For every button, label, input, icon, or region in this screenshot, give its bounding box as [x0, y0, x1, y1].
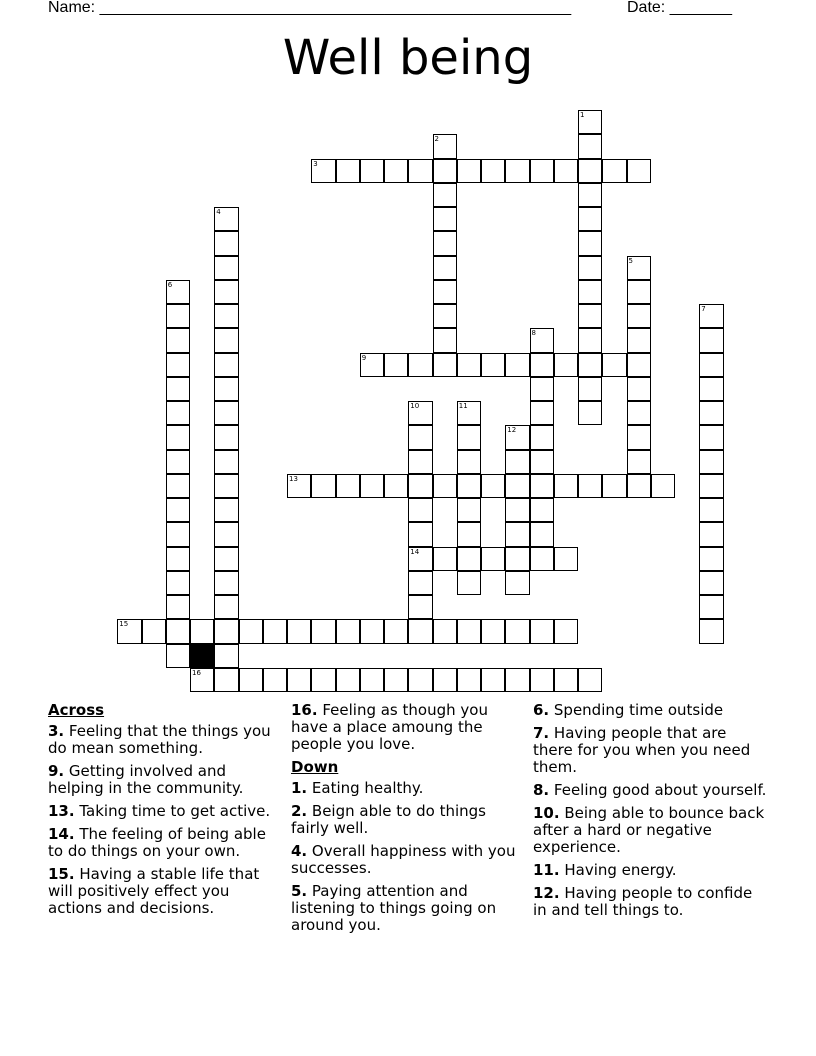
- grid-cell[interactable]: [166, 450, 190, 474]
- grid-cell[interactable]: [578, 207, 602, 231]
- grid-cell[interactable]: [578, 256, 602, 280]
- clue-number-12: 12: [507, 426, 517, 435]
- grid-cell[interactable]: [311, 668, 335, 692]
- grid-cell[interactable]: [699, 547, 723, 571]
- grid-cell[interactable]: [214, 401, 238, 425]
- clue-number-14: 14: [410, 547, 420, 556]
- grid-cell[interactable]: [214, 668, 238, 692]
- grid-cell[interactable]: [602, 159, 626, 183]
- grid-cell[interactable]: [627, 377, 651, 401]
- grid-cell[interactable]: [214, 231, 238, 255]
- grid-cell[interactable]: [505, 353, 529, 377]
- grid-cell[interactable]: [166, 353, 190, 377]
- clue-down-7: 7. Having people that are there for you when you need them.: [533, 724, 751, 776]
- clue-number-4: 4: [216, 208, 221, 216]
- grid-cell[interactable]: [530, 668, 554, 692]
- grid-cell[interactable]: [627, 425, 651, 449]
- clues-column-2: [291, 702, 526, 940]
- grid-cell[interactable]: [433, 207, 457, 231]
- grid-cell[interactable]: [554, 547, 578, 571]
- grid-cell[interactable]: [214, 425, 238, 449]
- clue-down-12: 12. Having people to confide in and tell things to.: [533, 884, 753, 919]
- clues-column-1: [48, 702, 283, 923]
- clue-down-2: 2. Beign able to do things fairly well.: [291, 802, 486, 837]
- grid-cell[interactable]: [433, 547, 457, 571]
- grid-cell[interactable]: [166, 571, 190, 595]
- grid-cell[interactable]: [214, 328, 238, 352]
- grid-cell[interactable]: [578, 328, 602, 352]
- grid-cell[interactable]: [578, 231, 602, 255]
- grid-cell[interactable]: [457, 619, 481, 643]
- grid-cell[interactable]: [457, 498, 481, 522]
- grid-cell[interactable]: [481, 547, 505, 571]
- grid-cell[interactable]: [239, 619, 263, 643]
- grid-cell[interactable]: [627, 328, 651, 352]
- grid-cell[interactable]: [627, 353, 651, 377]
- grid-cell[interactable]: [433, 668, 457, 692]
- grid-cell[interactable]: [408, 522, 432, 546]
- grid-cell[interactable]: [214, 498, 238, 522]
- grid-cell[interactable]: [457, 474, 481, 498]
- grid-cell[interactable]: [578, 377, 602, 401]
- grid-cell[interactable]: [408, 159, 432, 183]
- grid-cell[interactable]: [505, 668, 529, 692]
- grid-cell[interactable]: [457, 571, 481, 595]
- grid-cell[interactable]: [627, 280, 651, 304]
- grid-cell[interactable]: [214, 522, 238, 546]
- grid-cell[interactable]: [433, 353, 457, 377]
- clue-down-1: 1. Eating healthy.: [291, 779, 424, 797]
- grid-cell[interactable]: [433, 231, 457, 255]
- grid-cell[interactable]: [699, 595, 723, 619]
- grid-cell[interactable]: [408, 425, 432, 449]
- grid-cell[interactable]: [505, 450, 529, 474]
- grid-cell[interactable]: [530, 159, 554, 183]
- clue-down-11: 11. Having energy.: [533, 861, 677, 879]
- clue-number-3: 3: [313, 159, 318, 168]
- grid-cell[interactable]: [166, 425, 190, 449]
- grid-cell[interactable]: [166, 498, 190, 522]
- down-heading: Down: [291, 758, 339, 776]
- grid-cell[interactable]: [578, 353, 602, 377]
- grid-cell[interactable]: [214, 644, 238, 668]
- grid-cell[interactable]: [457, 522, 481, 546]
- grid-cell[interactable]: [554, 353, 578, 377]
- grid-cell[interactable]: [457, 159, 481, 183]
- name-label: Name:: [48, 0, 96, 16]
- grid-cell[interactable]: [166, 377, 190, 401]
- grid-cell[interactable]: [408, 595, 432, 619]
- grid-cell[interactable]: [214, 595, 238, 619]
- grid-cell[interactable]: [360, 668, 384, 692]
- grid-cell[interactable]: [311, 474, 335, 498]
- clue-number-16: 16: [192, 668, 201, 677]
- name-line[interactable]: _____________________________________________________: [99, 0, 572, 16]
- blocked-cell: [190, 644, 214, 668]
- grid-cell[interactable]: [699, 619, 723, 643]
- grid-cell[interactable]: [384, 668, 408, 692]
- grid-cell[interactable]: [214, 304, 238, 328]
- grid-cell[interactable]: [384, 159, 408, 183]
- grid-cell[interactable]: [530, 498, 554, 522]
- clue-down-4: 4. Overall happiness with you successes.: [291, 842, 516, 877]
- clue-down-6: 6. Spending time outside: [533, 701, 724, 719]
- grid-cell[interactable]: [699, 474, 723, 498]
- grid-cell[interactable]: [554, 159, 578, 183]
- grid-cell[interactable]: [627, 450, 651, 474]
- grid-cell[interactable]: [505, 498, 529, 522]
- grid-cell[interactable]: [530, 353, 554, 377]
- grid-cell[interactable]: [336, 668, 360, 692]
- grid-cell[interactable]: [408, 474, 432, 498]
- grid-cell[interactable]: [505, 619, 529, 643]
- grid-cell[interactable]: [578, 668, 602, 692]
- grid-cell[interactable]: [408, 668, 432, 692]
- clue-number-11: 11: [458, 402, 468, 410]
- grid-cell[interactable]: [554, 474, 578, 498]
- grid-cell[interactable]: [699, 353, 723, 377]
- grid-cell[interactable]: [699, 498, 723, 522]
- grid-cell[interactable]: [481, 159, 505, 183]
- grid-cell[interactable]: [433, 619, 457, 643]
- grid-cell[interactable]: [214, 377, 238, 401]
- clue-across-15: 15. Having a stable life that will positively effect you actions and decisions.: [48, 865, 260, 917]
- grid-cell[interactable]: [166, 401, 190, 425]
- grid-cell[interactable]: [166, 328, 190, 352]
- grid-cell[interactable]: [505, 522, 529, 546]
- grid-cell[interactable]: [457, 425, 481, 449]
- grid-cell[interactable]: [311, 619, 335, 643]
- grid-cell[interactable]: [384, 619, 408, 643]
- grid-cell[interactable]: [214, 450, 238, 474]
- grid-cell[interactable]: [578, 304, 602, 328]
- grid-cell[interactable]: [481, 619, 505, 643]
- grid-cell[interactable]: [530, 522, 554, 546]
- grid-cell[interactable]: [530, 425, 554, 449]
- grid-cell[interactable]: [457, 450, 481, 474]
- clue-number-2: 2: [434, 135, 439, 144]
- grid-cell[interactable]: [578, 280, 602, 304]
- date-line[interactable]: _______: [669, 0, 732, 16]
- clue-across-14: 14. The feeling of being able to do things on your own.: [48, 825, 266, 860]
- grid-cell[interactable]: [699, 377, 723, 401]
- grid-cell[interactable]: [433, 280, 457, 304]
- puzzle-title: Well being: [282, 30, 534, 86]
- grid-cell[interactable]: [699, 425, 723, 449]
- grid-cell[interactable]: [408, 571, 432, 595]
- grid-cell[interactable]: [627, 304, 651, 328]
- grid-cell[interactable]: [433, 328, 457, 352]
- grid-cell[interactable]: [214, 547, 238, 571]
- grid-cell[interactable]: [287, 668, 311, 692]
- grid-cell[interactable]: [602, 474, 626, 498]
- grid-cell[interactable]: [190, 619, 214, 643]
- grid-cell[interactable]: [627, 159, 651, 183]
- grid-cell[interactable]: [481, 353, 505, 377]
- grid-cell[interactable]: [699, 401, 723, 425]
- grid-cell[interactable]: [651, 474, 675, 498]
- clue-across-16: 16. Feeling as though you have a place amoung the people you love.: [291, 701, 488, 753]
- grid-cell[interactable]: [505, 474, 529, 498]
- grid-cell[interactable]: [142, 619, 166, 643]
- grid-cell[interactable]: [214, 280, 238, 304]
- grid-cell[interactable]: [433, 183, 457, 207]
- grid-cell[interactable]: [530, 450, 554, 474]
- clue-across-3: 3. Feeling that the things you do mean something.: [48, 722, 271, 757]
- clue-number-7: 7: [701, 305, 706, 313]
- grid-cell[interactable]: [505, 547, 529, 571]
- grid-cell[interactable]: [336, 159, 360, 183]
- grid-cell[interactable]: [287, 619, 311, 643]
- grid-cell[interactable]: [360, 474, 384, 498]
- grid-cell[interactable]: [408, 498, 432, 522]
- grid-cell[interactable]: [166, 595, 190, 619]
- grid-cell[interactable]: [214, 571, 238, 595]
- grid-cell[interactable]: [578, 159, 602, 183]
- clue-number-6: 6: [167, 280, 173, 289]
- grid-cell[interactable]: [166, 304, 190, 328]
- grid-cell[interactable]: [699, 328, 723, 352]
- clue-number-13: 13: [289, 474, 298, 483]
- clue-number-10: 10: [410, 402, 420, 410]
- grid-cell[interactable]: [433, 159, 457, 183]
- grid-cell[interactable]: [360, 159, 384, 183]
- grid-cell[interactable]: [578, 474, 602, 498]
- across-heading: Across: [48, 701, 105, 719]
- grid-cell[interactable]: [578, 183, 602, 207]
- grid-cell[interactable]: [336, 474, 360, 498]
- grid-cell[interactable]: [166, 619, 190, 643]
- clue-down-10: 10. Being able to bounce back after a hard or negative experience.: [533, 804, 765, 856]
- clue-number-1: 1: [580, 111, 585, 119]
- grid-cell[interactable]: [214, 474, 238, 498]
- grid-cell[interactable]: [408, 450, 432, 474]
- clues-column-3: [533, 702, 768, 925]
- grid-cell[interactable]: [384, 353, 408, 377]
- clue-down-8: 8. Feeling good about yourself.: [533, 781, 767, 799]
- grid-cell[interactable]: [530, 547, 554, 571]
- grid-cell[interactable]: [166, 522, 190, 546]
- grid-cell[interactable]: [166, 474, 190, 498]
- grid-cell[interactable]: [384, 474, 408, 498]
- clue-number-5: 5: [628, 256, 633, 265]
- grid-cell[interactable]: [336, 619, 360, 643]
- grid-cell[interactable]: [263, 619, 287, 643]
- clue-number-9: 9: [361, 353, 367, 362]
- grid-cell[interactable]: [530, 401, 554, 425]
- grid-cell[interactable]: [530, 619, 554, 643]
- grid-cell[interactable]: [166, 547, 190, 571]
- grid-cell[interactable]: [554, 668, 578, 692]
- grid-cell[interactable]: [602, 353, 626, 377]
- grid-cell[interactable]: [578, 134, 602, 158]
- grid-cell[interactable]: [263, 668, 287, 692]
- grid-cell[interactable]: [699, 571, 723, 595]
- date-label: Date:: [627, 0, 666, 16]
- grid-cell[interactable]: [433, 474, 457, 498]
- grid-cell[interactable]: [360, 619, 384, 643]
- clue-down-5: 5. Paying attention and listening to things going on around you.: [291, 882, 497, 934]
- grid-cell[interactable]: [433, 304, 457, 328]
- grid-cell[interactable]: [239, 668, 263, 692]
- grid-cell[interactable]: [408, 619, 432, 643]
- grid-cell[interactable]: [457, 668, 481, 692]
- grid-cell[interactable]: [433, 256, 457, 280]
- grid-cell[interactable]: [578, 401, 602, 425]
- grid-cell[interactable]: [530, 474, 554, 498]
- grid-cell[interactable]: [505, 159, 529, 183]
- grid-cell[interactable]: [481, 474, 505, 498]
- grid-cell[interactable]: [166, 644, 190, 668]
- grid-cell[interactable]: [457, 547, 481, 571]
- grid-cell[interactable]: [214, 619, 238, 643]
- grid-cell[interactable]: [627, 474, 651, 498]
- grid-cell[interactable]: [481, 668, 505, 692]
- grid-cell[interactable]: [505, 571, 529, 595]
- clue-number-15: 15: [119, 620, 129, 629]
- clue-across-13: 13. Taking time to get active.: [48, 802, 271, 820]
- grid-cell[interactable]: [214, 353, 238, 377]
- grid-cell[interactable]: [214, 256, 238, 280]
- grid-cell[interactable]: [627, 401, 651, 425]
- grid-cell[interactable]: [554, 619, 578, 643]
- grid-cell[interactable]: [530, 377, 554, 401]
- clue-across-9: 9. Getting involved and helping in the community.: [48, 762, 244, 797]
- clue-number-8: 8: [531, 329, 536, 338]
- grid-cell[interactable]: [699, 450, 723, 474]
- grid-cell[interactable]: [699, 522, 723, 546]
- grid-cell[interactable]: [408, 353, 432, 377]
- grid-cell[interactable]: [457, 353, 481, 377]
